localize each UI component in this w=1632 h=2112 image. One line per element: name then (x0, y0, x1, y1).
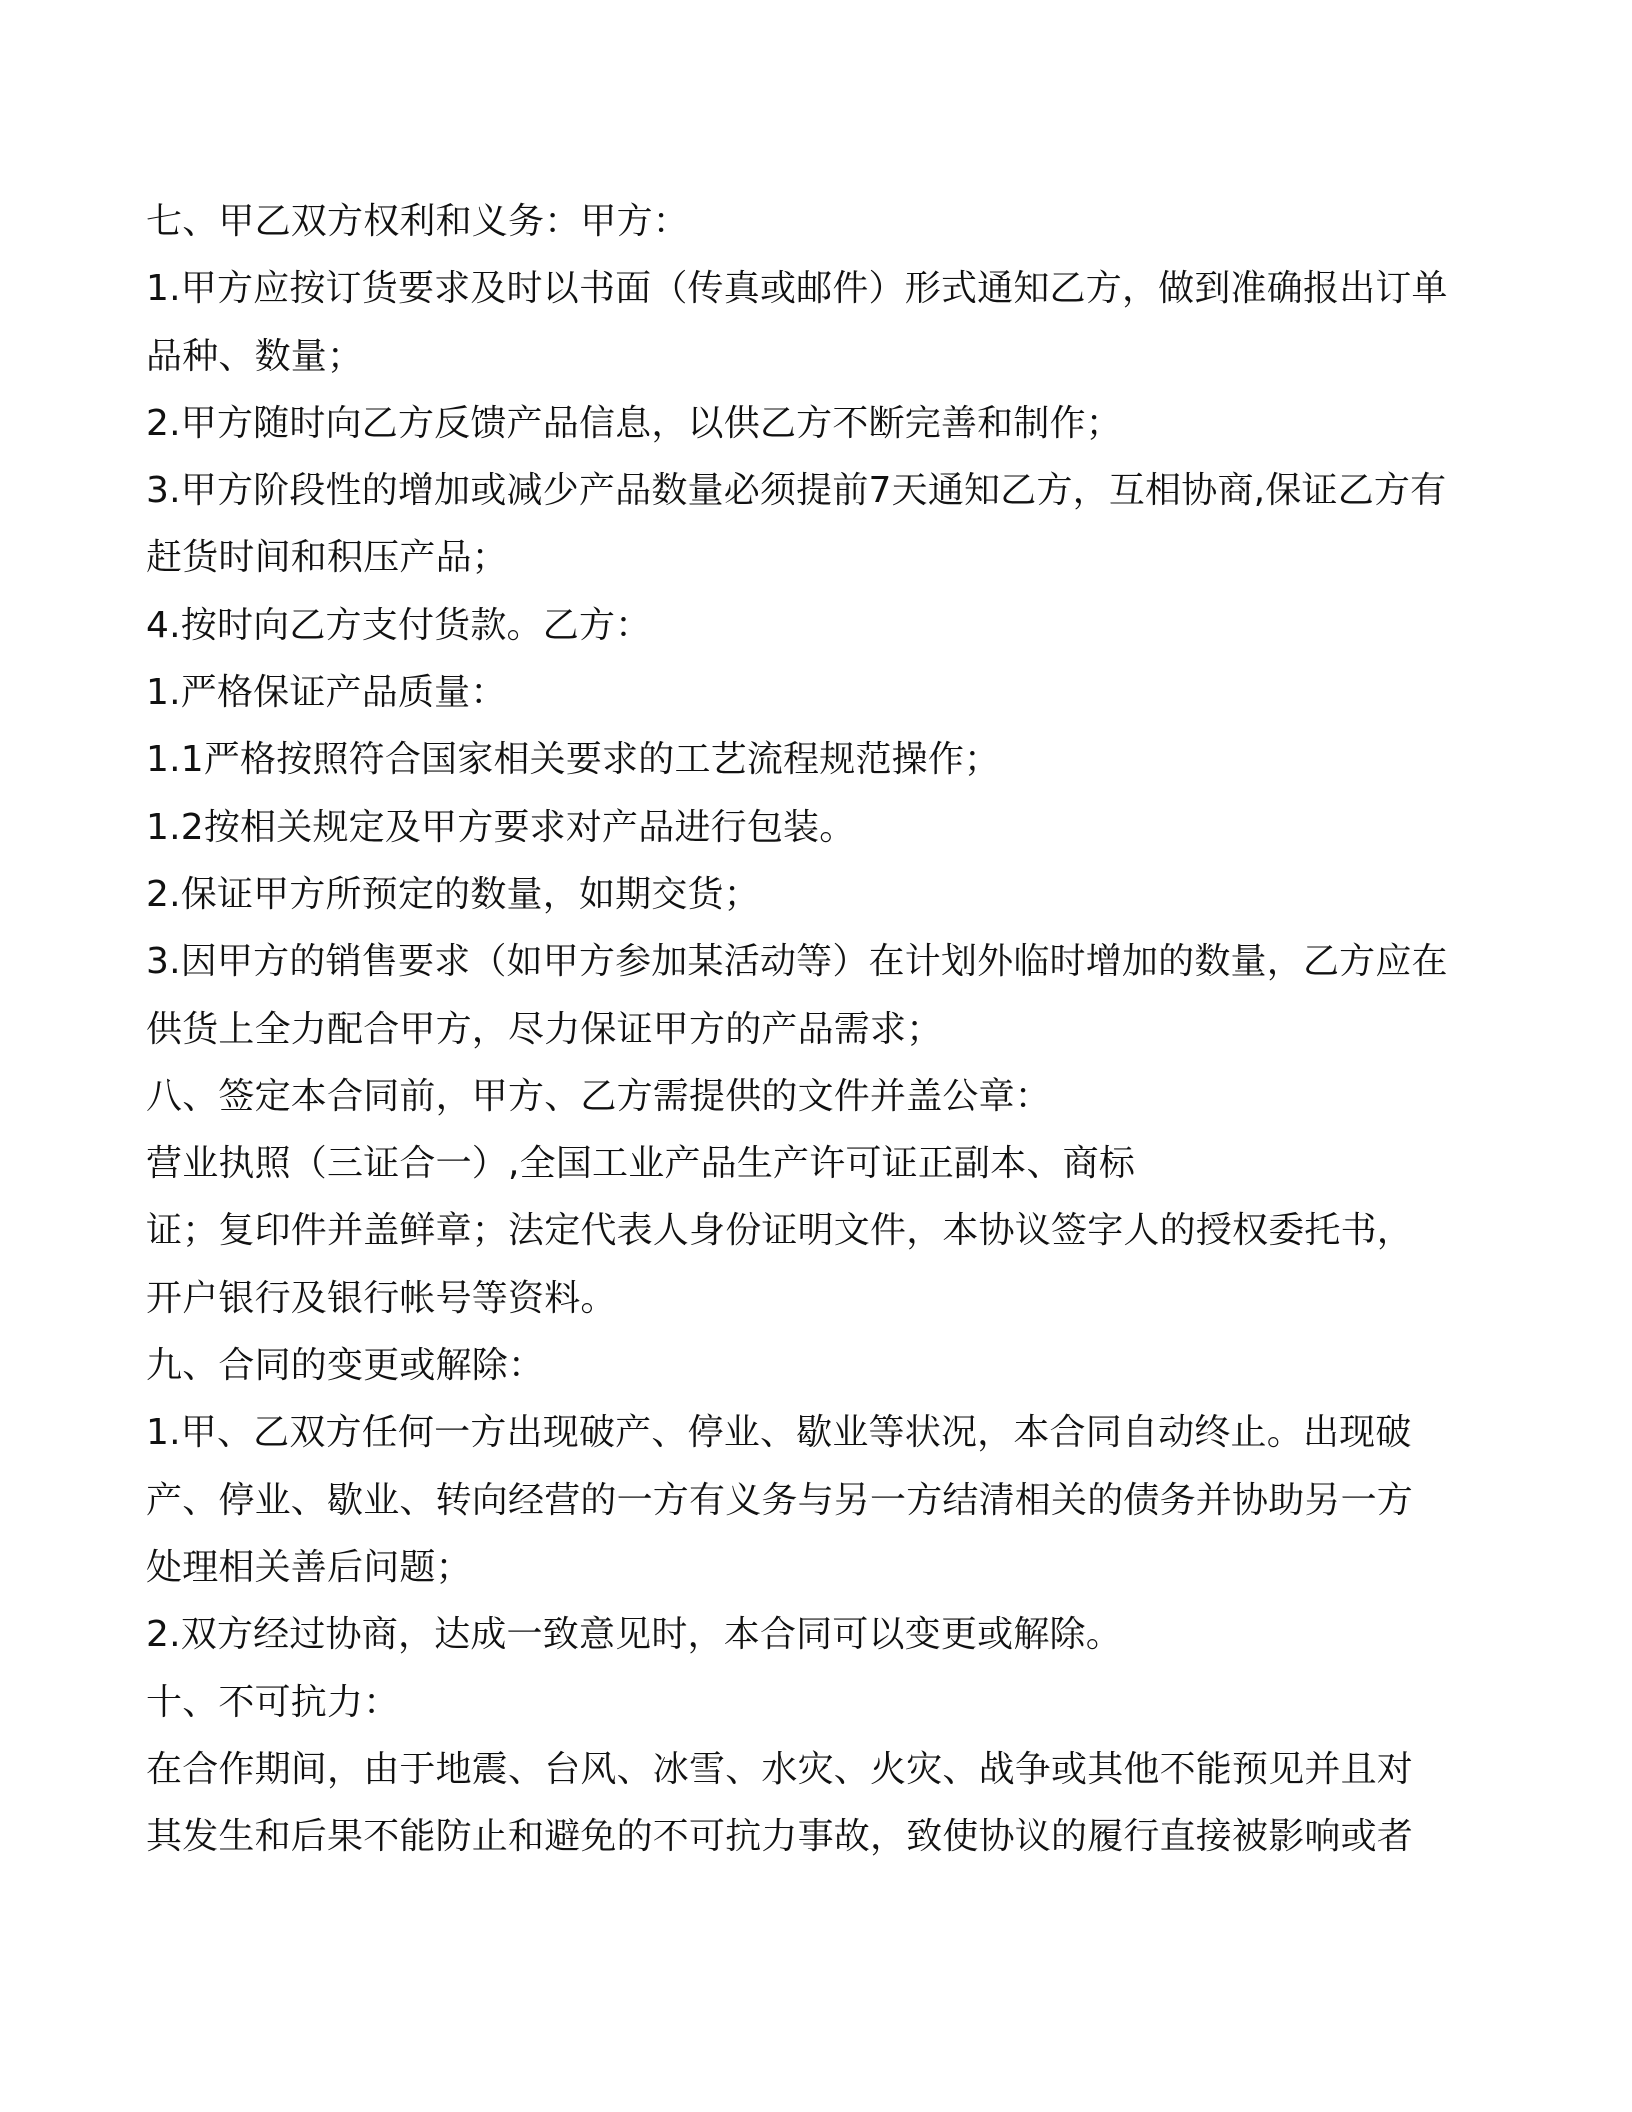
section-10-heading: 十、不可抗力： (146, 1681, 400, 1723)
section-10-text-2: 其发生和后果不能防止和避免的不可抗力事故，致使协议的履行直接被影响或者 (146, 1816, 1414, 1858)
party-a-clause-2: 2.甲方随时向乙方反馈产品信息，以供乙方不断完善和制作； (146, 402, 1122, 444)
section-8-text-1: 营业执照（三证合一）,全国工业产品生产许可证正副本、商标 (146, 1143, 1136, 1185)
section-9-clause-1-cont-2: 处理相关善后问题； (146, 1546, 472, 1588)
party-a-clause-4: 4.按时向乙方支付货款。乙方： (146, 604, 652, 646)
document-body (146, 188, 1506, 1870)
section-8-text-2: 证；复印件并盖鲜章；法定代表人身份证明文件，本协议签字人的授权委托书， (146, 1210, 1414, 1252)
section-9-clause-2: 2.双方经过协商，达成一致意见时，本合同可以变更或解除。 (146, 1614, 1122, 1656)
section-8-heading: 八、签定本合同前，甲方、乙方需提供的文件并盖公章： (146, 1075, 1052, 1117)
section-8-text-3: 开户银行及银行帐号等资料。 (146, 1277, 617, 1319)
party-b-clause-3-cont: 供货上全力配合甲方，尽力保证甲方的产品需求； (146, 1008, 943, 1050)
party-b-clause-2: 2.保证甲方所预定的数量，如期交货； (146, 873, 760, 915)
party-b-clause-1: 1.严格保证产品质量： (146, 672, 507, 714)
party-a-clause-3: 3.甲方阶段性的增加或减少产品数量必须提前7天通知乙方，互相协商,保证乙方有 (146, 470, 1447, 512)
party-b-clause-1-2: 1.2按相关规定及甲方要求对产品进行包装。 (146, 806, 856, 848)
section-9-heading: 九、合同的变更或解除： (146, 1345, 545, 1387)
section-9-clause-1-cont: 产、停业、歇业、转向经营的一方有义务与另一方结清相关的债务并协助另一方 (146, 1479, 1414, 1521)
section-10-text-1: 在合作期间，由于地震、台风、冰雪、水灾、火灾、战争或其他不能预见并且对 (146, 1748, 1414, 1790)
party-b-clause-1-1: 1.1严格按照符合国家相关要求的工艺流程规范操作； (146, 739, 1001, 781)
section-9-clause-1: 1.甲、乙双方任何一方出现破产、停业、歇业等状况，本合同自动终止。出现破 (146, 1412, 1412, 1454)
party-a-clause-3-cont: 赶货时间和积压产品； (146, 537, 509, 579)
party-a-clause-1-cont: 品种、数量； (146, 335, 364, 377)
section-7-heading: 七、甲乙双方权利和义务：甲方： (146, 201, 690, 242)
party-a-clause-1: 1.甲方应按订货要求及时以书面（传真或邮件）形式通知乙方，做到准确报出订单 (146, 268, 1448, 310)
party-b-clause-3: 3.因甲方的销售要求（如甲方参加某活动等）在计划外临时增加的数量，乙方应在 (146, 941, 1448, 983)
